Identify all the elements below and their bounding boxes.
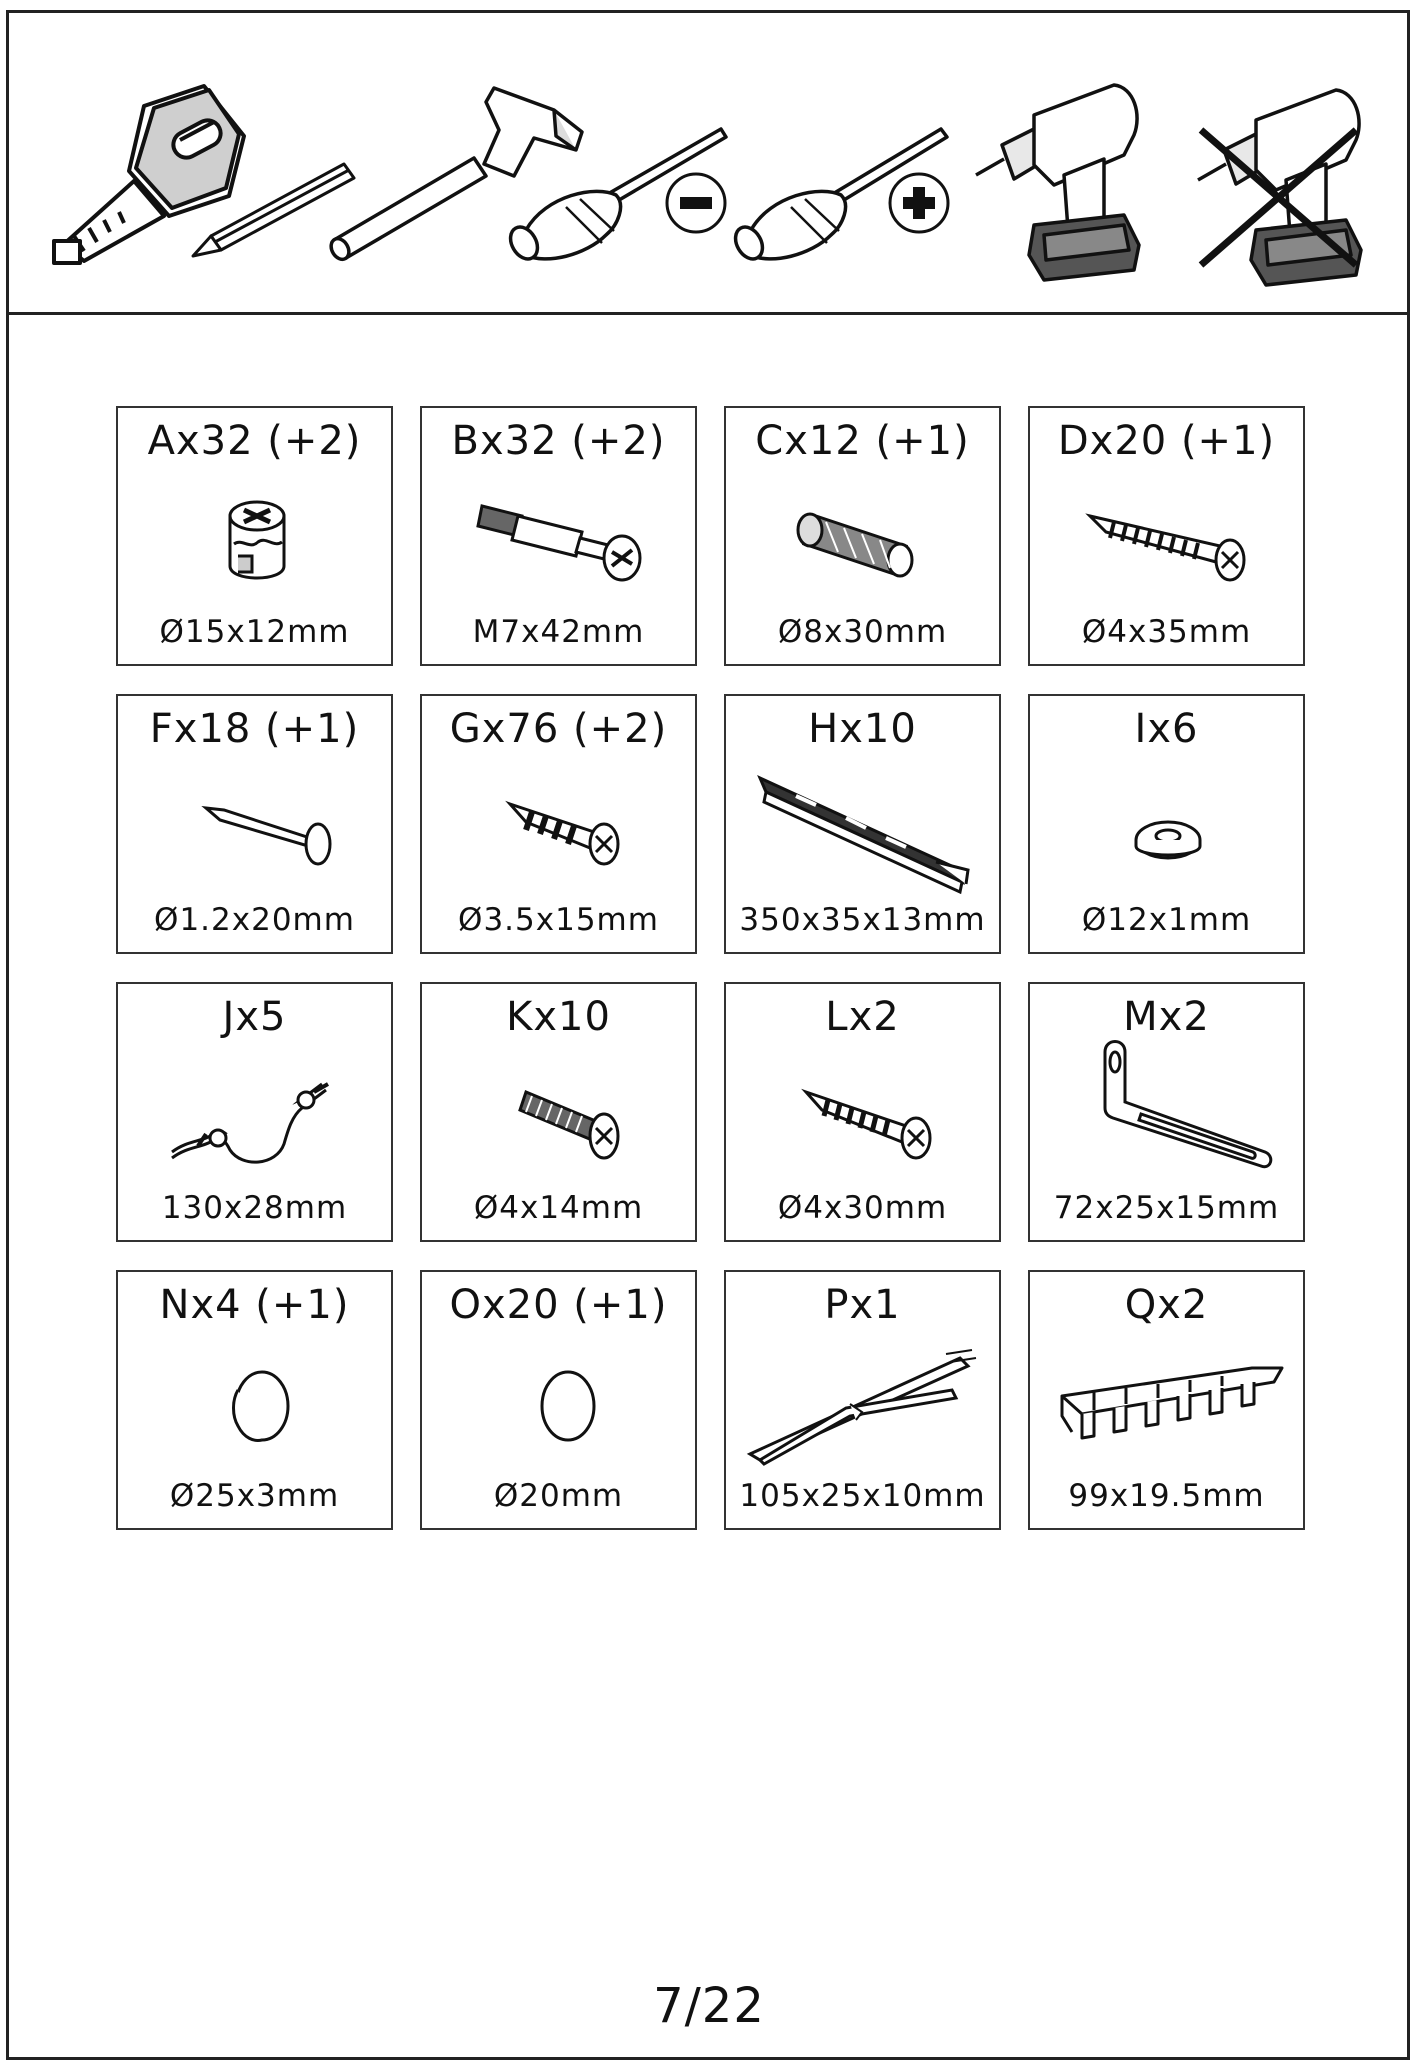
part-dimension: Ø3.5x15mm — [458, 902, 659, 938]
part-dimension: Ø4x14mm — [473, 1190, 644, 1226]
part-card-o — [420, 1270, 697, 1530]
part-dimension: Ø1.2x20mm — [154, 902, 355, 938]
part-dimension: Ø12x1mm — [1081, 902, 1252, 938]
part-card-q — [1028, 1270, 1305, 1530]
phillips-screwdriver-icon — [731, 125, 961, 270]
part-label: Gx76 (+2) — [449, 706, 668, 752]
cam-lock-icon — [158, 486, 355, 604]
part-label: Ix6 — [1134, 706, 1199, 752]
part-card-m — [1028, 982, 1305, 1242]
part-label: Mx2 — [1123, 994, 1210, 1040]
part-dimension: 130x28mm — [161, 1190, 348, 1226]
part-dimension: M7x42mm — [472, 614, 645, 650]
tools-required-panel — [6, 10, 1410, 315]
part-card-b — [420, 406, 697, 666]
part-card-h — [724, 694, 1001, 954]
part-card-c — [724, 406, 1001, 666]
shelf-clip-strip-icon — [1052, 1352, 1287, 1462]
washer-icon — [1070, 774, 1267, 892]
part-card-g — [420, 694, 697, 954]
part-card-n — [116, 1270, 393, 1530]
l-bracket-icon — [1085, 1032, 1285, 1172]
part-dimension: Ø25x3mm — [169, 1478, 340, 1514]
part-label: Ax32 (+2) — [147, 418, 362, 464]
part-dimension: 72x25x15mm — [1053, 1190, 1280, 1226]
part-card-d — [1028, 406, 1305, 666]
part-dimension: Ø8x30mm — [777, 614, 948, 650]
part-label: Bx32 (+2) — [451, 418, 666, 464]
part-card-i — [1028, 694, 1305, 954]
drawer-runner-icon — [756, 758, 971, 898]
part-dimension: Ø20mm — [493, 1478, 624, 1514]
cordless-drill-icon — [974, 75, 1144, 285]
hardware-parts-grid — [116, 406, 1305, 1528]
part-card-l — [724, 982, 1001, 1242]
handle-icon — [158, 1062, 355, 1180]
part-label: Fx18 (+1) — [149, 706, 360, 752]
cover-cap-icon — [158, 1350, 355, 1468]
part-label: Jx5 — [222, 994, 287, 1040]
part-dimension: Ø4x35mm — [1081, 614, 1252, 650]
part-label: Kx10 — [506, 994, 611, 1040]
part-card-p — [724, 1270, 1001, 1530]
wood-screw-icon — [766, 1062, 963, 1180]
part-label: Px1 — [824, 1282, 901, 1328]
part-label: Ox20 (+1) — [449, 1282, 668, 1328]
cordless-drill-crossed-icon — [1196, 80, 1366, 290]
part-label: Hx10 — [808, 706, 917, 752]
part-label: Qx2 — [1124, 1282, 1209, 1328]
part-dimension: Ø15x12mm — [159, 614, 350, 650]
page-number: 7/22 — [653, 1978, 765, 2034]
machine-screw-icon — [462, 1062, 659, 1180]
sticker-disc-icon — [462, 1350, 659, 1468]
part-dimension: 99x19.5mm — [1068, 1478, 1265, 1514]
nail-icon — [158, 774, 355, 892]
part-card-k — [420, 982, 697, 1242]
short-screw-icon — [462, 774, 659, 892]
part-label: Lx2 — [825, 994, 900, 1040]
part-dimension: Ø4x30mm — [777, 1190, 948, 1226]
cam-bolt-icon — [462, 486, 659, 604]
wood-dowel-icon — [766, 486, 963, 604]
long-screw-icon — [1070, 486, 1267, 604]
part-card-a — [116, 406, 393, 666]
part-card-f — [116, 694, 393, 954]
part-label: Nx4 (+1) — [159, 1282, 350, 1328]
part-dimension: 350x35x13mm — [739, 902, 986, 938]
tweezers-icon — [746, 1338, 981, 1468]
part-label: Cx12 (+1) — [755, 418, 970, 464]
flathead-screwdriver-icon — [506, 125, 736, 270]
part-label: Dx20 (+1) — [1057, 418, 1276, 464]
part-dimension: 105x25x10mm — [739, 1478, 986, 1514]
part-card-j — [116, 982, 393, 1242]
